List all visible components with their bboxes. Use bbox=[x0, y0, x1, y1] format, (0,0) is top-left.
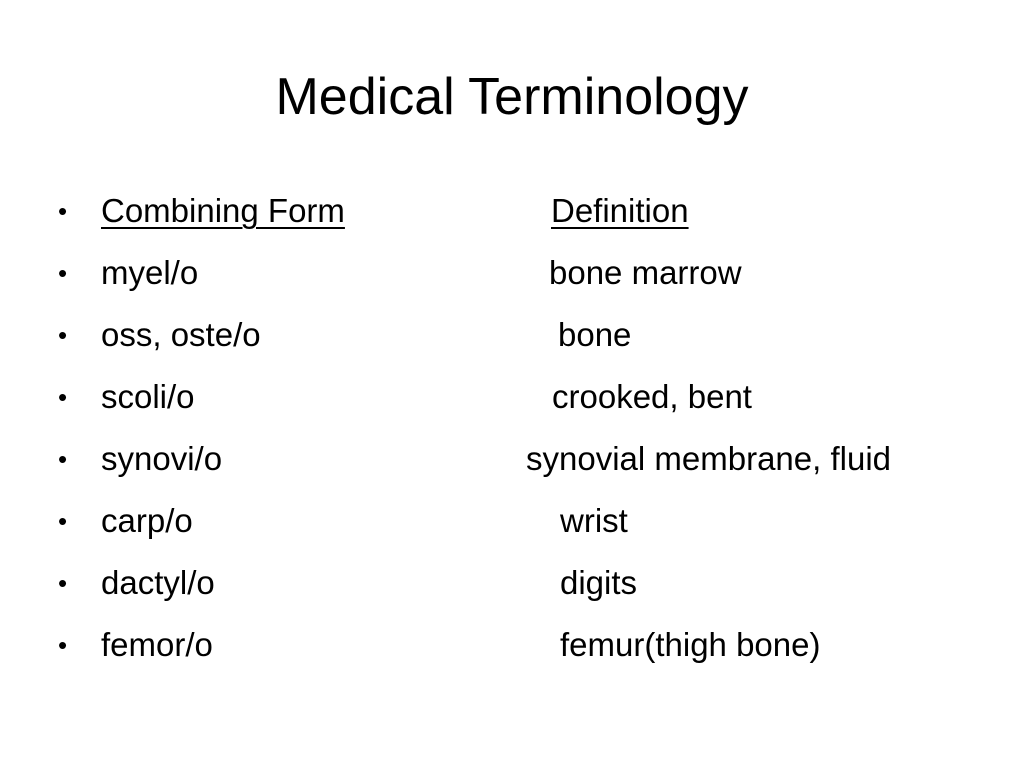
definition: synovial membrane, fluid bbox=[526, 440, 891, 477]
bullet-icon: • bbox=[58, 444, 68, 474]
bullet-icon: • bbox=[58, 196, 68, 226]
combining-form: synovi/o bbox=[101, 440, 223, 477]
combining-form: myel/o bbox=[101, 254, 199, 291]
combining-form: femor/o bbox=[101, 626, 213, 663]
column-header-definition: Definition bbox=[551, 192, 689, 229]
slide-title: Medical Terminology bbox=[275, 68, 749, 126]
list-item bbox=[0, 552, 1024, 614]
definition: crooked, bent bbox=[552, 378, 752, 415]
combining-form: carp/o bbox=[101, 502, 193, 539]
list-item bbox=[0, 614, 1024, 676]
bullet-icon: • bbox=[58, 506, 68, 536]
bullet-icon: • bbox=[58, 382, 68, 412]
terminology-list bbox=[0, 180, 1024, 676]
column-header-combining-form: Combining Form bbox=[101, 192, 345, 229]
list-header-row bbox=[0, 180, 1024, 242]
list-item bbox=[0, 490, 1024, 552]
definition: digits bbox=[560, 564, 638, 601]
combining-form: scoli/o bbox=[101, 378, 195, 415]
list-item bbox=[0, 366, 1024, 428]
definition: wrist bbox=[560, 502, 628, 539]
bullet-icon: • bbox=[58, 320, 68, 350]
list-item bbox=[0, 304, 1024, 366]
definition: bone bbox=[558, 316, 632, 353]
combining-form: dactyl/o bbox=[101, 564, 215, 601]
list-item bbox=[0, 428, 1024, 490]
list-item bbox=[0, 242, 1024, 304]
combining-form: oss, oste/o bbox=[101, 316, 261, 353]
definition: bone marrow bbox=[549, 254, 742, 291]
definition: femur(thigh bone) bbox=[560, 626, 821, 663]
bullet-icon: • bbox=[58, 630, 68, 660]
bullet-icon: • bbox=[58, 568, 68, 598]
bullet-icon: • bbox=[58, 258, 68, 288]
